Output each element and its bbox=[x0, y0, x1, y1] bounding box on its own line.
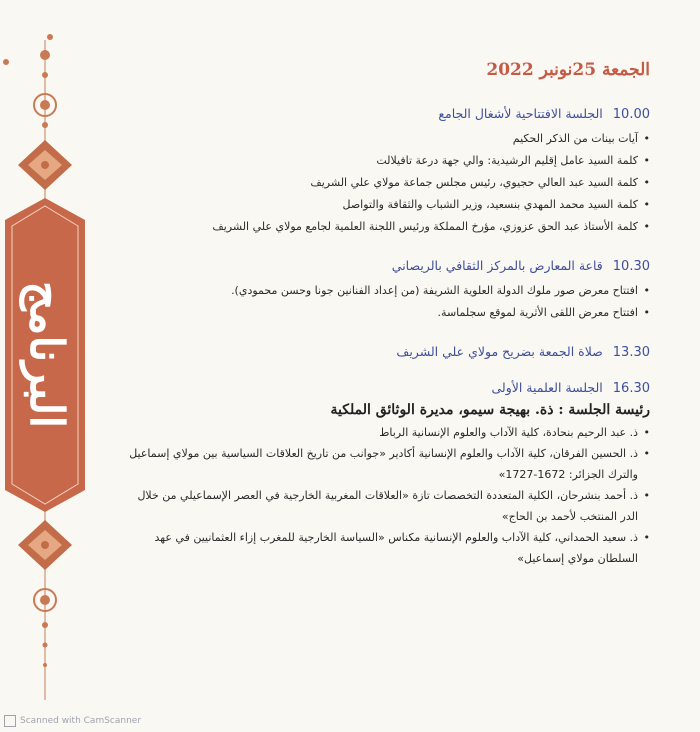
banner-title-text: البرنامج bbox=[20, 281, 74, 429]
scanner-label: Scanned with CamScanner bbox=[20, 716, 142, 726]
list-item: • ذ. أحمد بنشرحان، الكلية المتعددة التخصصات تازة «العلاقات المغربية الخارجية في العصر الإسماعيلي من خلال الدر المنتخب لأحمد بن الحاج» bbox=[120, 485, 650, 527]
list-item: • كلمة السيد عبد العالي حجيوي، رئيس مجلس جماعة مولاي علي الشريف bbox=[120, 172, 650, 194]
banner-title bbox=[18, 205, 76, 505]
session-title: الجلسة الافتتاحية لأشغال الجامع bbox=[438, 106, 603, 121]
list-item: • افتتاح معرض صور ملوك الدولة العلوية الشريفة (من إعداد الفنانين جونا وحسن محمودي). bbox=[120, 280, 650, 302]
list-item: • افتتاح معرض اللقى الأثرية لموقع سجلماسة. bbox=[120, 302, 650, 324]
list-item: • ذ. الحسين الفرقان، كلية الآداب والعلوم الإنسانية أكادير «جوانب من تاريخ العلاقات السياسية بين مولاي إسماعيل والترك الجزائر: 1672-1727» bbox=[120, 443, 650, 485]
session-opening bbox=[120, 106, 650, 238]
scanner-watermark bbox=[0, 710, 164, 732]
session-items bbox=[120, 422, 650, 569]
session-scientific-first bbox=[120, 380, 650, 569]
session-title: صلاة الجمعة بضريح مولاي علي الشريف bbox=[396, 344, 603, 359]
session-header bbox=[120, 380, 650, 396]
session-items bbox=[120, 128, 650, 238]
session-time: 10.30 bbox=[612, 259, 650, 274]
list-item: • آيات بينات من الذكر الحكيم bbox=[120, 128, 650, 150]
session-header bbox=[120, 106, 650, 122]
list-item: • ذ. سعيد الحمداني، كلية الآداب والعلوم الإنسانية مكناس «السياسة الخارجية للمغرب إزاء العثمانيين في عهد السلطان مولاي إسماعيل» bbox=[120, 527, 650, 569]
date-heading: الجمعة 25نونبر 2022 bbox=[486, 60, 650, 80]
camscanner-icon bbox=[4, 715, 16, 727]
decorative-column bbox=[0, 0, 110, 732]
list-item: • كلمة الأستاذ عبد الحق عزوزي، مؤرخ المملكة ورئيس اللجنة العلمية لجامع مولاي علي الشريف bbox=[120, 216, 650, 238]
session-chair: رئيسة الجلسة : ذة. بهيجة سيمو، مديرة الوثائق الملكية bbox=[330, 402, 650, 418]
list-item: • كلمة السيد عامل إقليم الرشيدية: والي جهة درعة تافيلالت bbox=[120, 150, 650, 172]
session-prayer bbox=[120, 344, 650, 360]
list-item: • ذ. عبد الرحيم بنحادة، كلية الآداب والعلوم الإنسانية الرباط bbox=[120, 422, 650, 443]
session-header bbox=[120, 258, 650, 274]
session-time: 16.30 bbox=[612, 381, 650, 396]
list-item: • كلمة السيد محمد المهدي بنسعيد، وزير الشباب والثقافة والتواصل bbox=[120, 194, 650, 216]
session-time: 10.00 bbox=[612, 107, 650, 122]
session-title: الجلسة العلمية الأولى bbox=[491, 380, 603, 395]
session-title: قاعة المعارض بالمركز الثقافي بالريصاني bbox=[391, 258, 603, 273]
session-time: 13.30 bbox=[612, 345, 650, 360]
session-exhibitions bbox=[120, 258, 650, 324]
session-items bbox=[120, 280, 650, 324]
session-header bbox=[120, 344, 650, 360]
program-content bbox=[120, 40, 650, 589]
